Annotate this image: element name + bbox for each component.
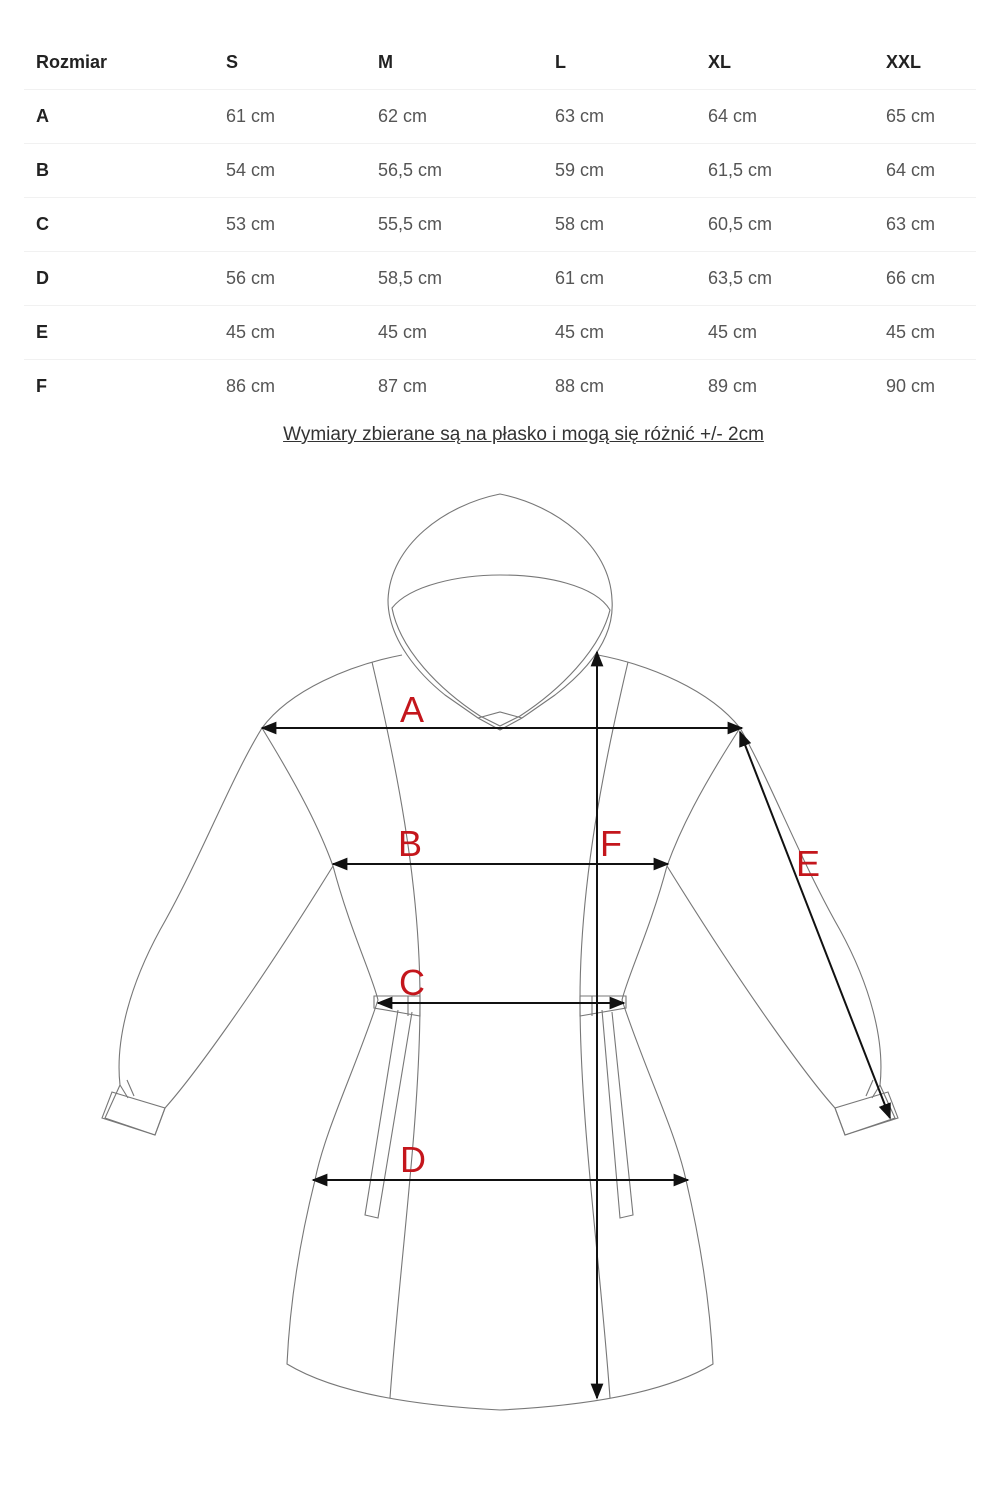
table-cell: 56 cm (214, 252, 366, 306)
label-b: B (398, 823, 423, 864)
table-cell: 55,5 cm (366, 198, 543, 252)
table-cell: 56,5 cm (366, 144, 543, 198)
left-panel-seam (372, 662, 423, 1398)
table-cell: 62 cm (366, 90, 543, 144)
table-cell: 90 cm (886, 376, 936, 396)
header-size-xl: XL (696, 36, 874, 90)
right-belt-loop (580, 996, 626, 1016)
header-size-s: S (214, 36, 366, 90)
hood-inner-outline (392, 575, 610, 726)
table-header-row (24, 36, 976, 90)
label-a: A (400, 689, 425, 730)
row-label: A (24, 90, 214, 144)
table-cell: 61 cm (543, 252, 696, 306)
table-cell: 60,5 cm (696, 198, 874, 252)
table-cell: 86 cm (226, 376, 276, 396)
right-sleeve-outline (667, 728, 895, 1135)
size-table (24, 36, 976, 413)
table-cell: 63 cm (874, 198, 976, 252)
table-cell: 45 cm (366, 306, 543, 360)
table-cell: 45 cm (214, 306, 366, 360)
left-cuff-outline (102, 1092, 165, 1135)
hood-opening-outline (478, 712, 522, 718)
table-cell: 66 cm (874, 252, 976, 306)
label-d: D (400, 1139, 426, 1180)
table-cell: 88 cm (555, 376, 605, 396)
table-cell: 65 cm (874, 90, 976, 144)
table-row (24, 306, 976, 360)
table-cell: 87 cm (378, 376, 428, 396)
table-cell: 45 cm (696, 306, 874, 360)
header-rozmiar: Rozmiar (24, 36, 214, 90)
row-label: E (24, 306, 214, 360)
table-cell: 54 cm (214, 144, 366, 198)
table-cell: 89 cm (708, 376, 758, 396)
table-cell: 63,5 cm (696, 252, 874, 306)
garment-diagram (0, 480, 1000, 1440)
table-cell: 64 cm (696, 90, 874, 144)
left-sleeve-outline (105, 728, 333, 1135)
table-cell: 58 cm (543, 198, 696, 252)
table-row (24, 360, 976, 414)
left-belt-tie (365, 1010, 412, 1218)
table-row (24, 90, 976, 144)
header-size-xxl: XXL (874, 36, 976, 90)
right-belt-tie (602, 1010, 633, 1218)
row-label: C (24, 198, 214, 252)
header-size-l: L (543, 36, 696, 90)
table-cell: 45 cm (543, 306, 696, 360)
table-cell: 58,5 cm (366, 252, 543, 306)
header-size-m: M (366, 36, 543, 90)
body-outline (262, 655, 740, 1410)
label-e: E (796, 843, 821, 884)
table-cell: 59 cm (543, 144, 696, 198)
table-row (24, 144, 976, 198)
table-row (24, 198, 976, 252)
table-cell: 45 cm (874, 306, 976, 360)
row-label: B (24, 144, 214, 198)
label-f: F (600, 823, 622, 864)
table-cell: 61,5 cm (696, 144, 874, 198)
table-cell: 53 cm (214, 198, 366, 252)
label-c: C (399, 962, 425, 1003)
table-cell: 64 cm (874, 144, 976, 198)
table-cell: 63 cm (543, 90, 696, 144)
row-label: F (36, 376, 47, 396)
table-row (24, 252, 976, 306)
measure-e-arrow (740, 732, 890, 1118)
row-label: D (24, 252, 214, 306)
measurement-note: Wymiary zbierane są na płasko i mogą się różnić +/- 2cm (283, 424, 764, 445)
table-cell: 61 cm (214, 90, 366, 144)
